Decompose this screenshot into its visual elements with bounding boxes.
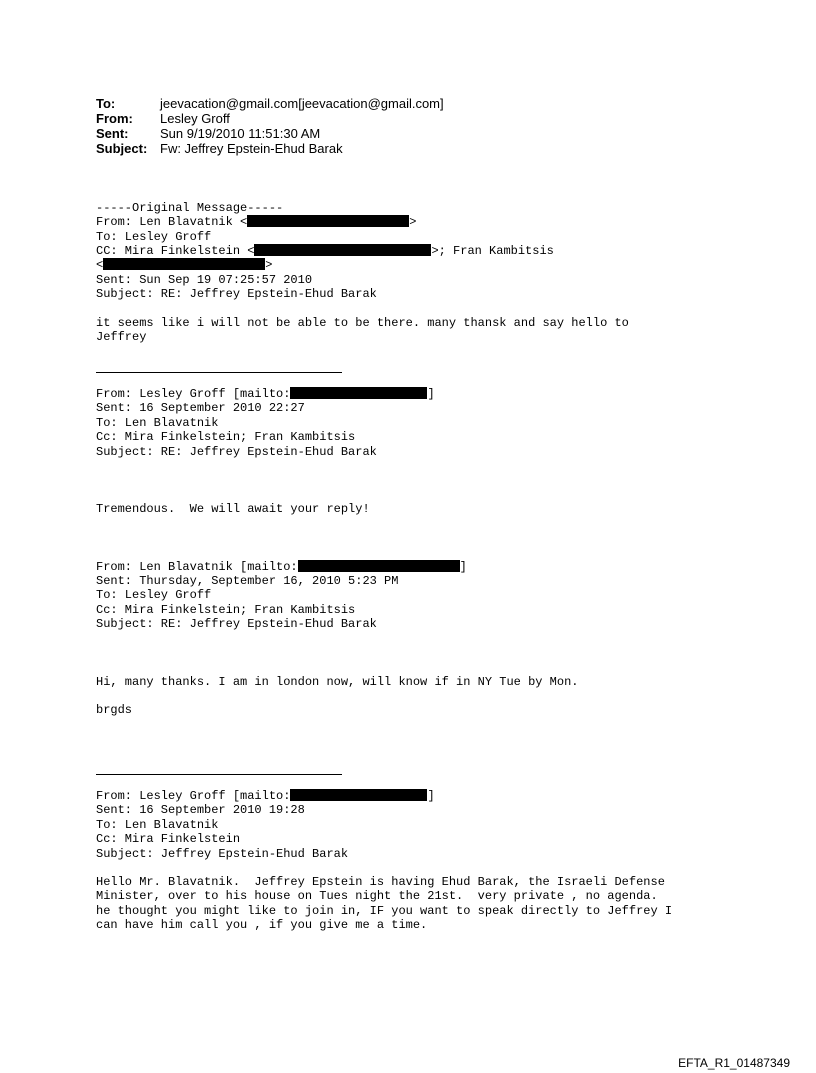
original-message-marker: -----Original Message----- [96, 201, 284, 215]
msg4-to-line: To: Len Blavatnik [96, 818, 219, 832]
msg1-cc2-suffix: > [265, 258, 273, 272]
msg3-to-line: To: Lesley Groff [96, 588, 212, 602]
redaction-box [298, 560, 460, 572]
header-subject-row [96, 141, 444, 156]
msg4-cc-line: Cc: Mira Finkelstein [96, 832, 241, 846]
msg4-sent-line: Sent: 16 September 2010 19:28 [96, 803, 305, 817]
msg3-from-line [96, 560, 467, 574]
msg4-body-line-4: can have him call you , if you give me a time. [96, 918, 428, 932]
msg3-from-text: From: Len Blavatnik [mailto: [96, 560, 298, 574]
sent-label: Sent: [96, 126, 129, 141]
email-header [96, 96, 444, 156]
msg4-body-line-1: Hello Mr. Blavatnik. Jeffrey Epstein is having Ehud Barak, the Israeli Defense [96, 875, 665, 889]
subject-label: Subject: [96, 141, 148, 156]
msg2-to-line: To: Len Blavatnik [96, 416, 219, 430]
msg1-cc2-line [96, 258, 272, 272]
redaction-box [103, 258, 265, 270]
msg1-from-line [96, 215, 416, 229]
msg4-from-text: From: Lesley Groff [mailto: [96, 789, 291, 803]
msg4-from-line [96, 789, 435, 803]
subject-value: Fw: Jeffrey Epstein-Ehud Barak [160, 141, 343, 156]
redaction-box [247, 215, 409, 227]
document-id: EFTA_R1_01487349 [678, 1056, 790, 1070]
msg3-cc-line: Cc: Mira Finkelstein; Fran Kambitsis [96, 603, 356, 617]
msg3-from-suffix: ] [459, 560, 467, 574]
msg1-from-suffix: > [409, 215, 417, 229]
redaction-box [290, 789, 427, 801]
msg3-sent-line: Sent: Thursday, September 16, 2010 5:23 PM [96, 574, 399, 588]
msg4-body-line-2: Minister, over to his house on Tues night the 21st. very private , no agenda. [96, 889, 658, 903]
msg4-from-suffix: ] [427, 789, 435, 803]
to-value: jeevacation@gmail.com[jeevacation@gmail.com] [160, 96, 444, 111]
msg2-sent-line: Sent: 16 September 2010 22:27 [96, 401, 305, 415]
msg3-signoff: brgds [96, 703, 133, 717]
msg4-body-line-3: he thought you might like to join in, IF you want to speak directly to Jeffrey I [96, 904, 673, 918]
redaction-box [290, 387, 427, 399]
msg2-body: Tremendous. We will await your reply! [96, 502, 370, 516]
msg1-sent-line: Sent: Sun Sep 19 07:25:57 2010 [96, 273, 313, 287]
header-sent-row [96, 126, 444, 141]
msg3-body: Hi, many thanks. I am in london now, will know if in NY Tue by Mon. [96, 675, 579, 689]
msg1-body-line-2: Jeffrey [96, 330, 147, 344]
from-value: Lesley Groff [160, 111, 230, 126]
from-label: From: [96, 111, 133, 126]
msg3-subject-line: Subject: RE: Jeffrey Epstein-Ehud Barak [96, 617, 377, 631]
msg1-to-line: To: Lesley Groff [96, 230, 212, 244]
msg1-body-line-1: it seems like i will not be able to be there. many thansk and say hello to [96, 316, 629, 330]
sent-value: Sun 9/19/2010 11:51:30 AM [160, 126, 321, 141]
header-to-row [96, 96, 444, 111]
msg1-cc-line [96, 244, 554, 258]
msg1-cc-text: CC: Mira Finkelstein < [96, 244, 255, 258]
separator-line [96, 774, 342, 775]
header-from-row [96, 111, 444, 126]
msg4-subject-line: Subject: Jeffrey Epstein-Ehud Barak [96, 847, 349, 861]
msg2-from-text: From: Lesley Groff [mailto: [96, 387, 291, 401]
msg2-subject-line: Subject: RE: Jeffrey Epstein-Ehud Barak [96, 445, 377, 459]
msg1-cc-mid: >; Fran Kambitsis [431, 244, 554, 258]
msg1-from-text: From: Len Blavatnik < [96, 215, 248, 229]
separator-line [96, 372, 342, 373]
msg2-cc-line: Cc: Mira Finkelstein; Fran Kambitsis [96, 430, 356, 444]
msg1-cc2-prefix: < [96, 258, 104, 272]
msg2-from-line [96, 387, 435, 401]
msg1-subject-line: Subject: RE: Jeffrey Epstein-Ehud Barak [96, 287, 377, 301]
redaction-box [254, 244, 431, 256]
msg2-from-suffix: ] [427, 387, 435, 401]
to-label: To: [96, 96, 116, 111]
